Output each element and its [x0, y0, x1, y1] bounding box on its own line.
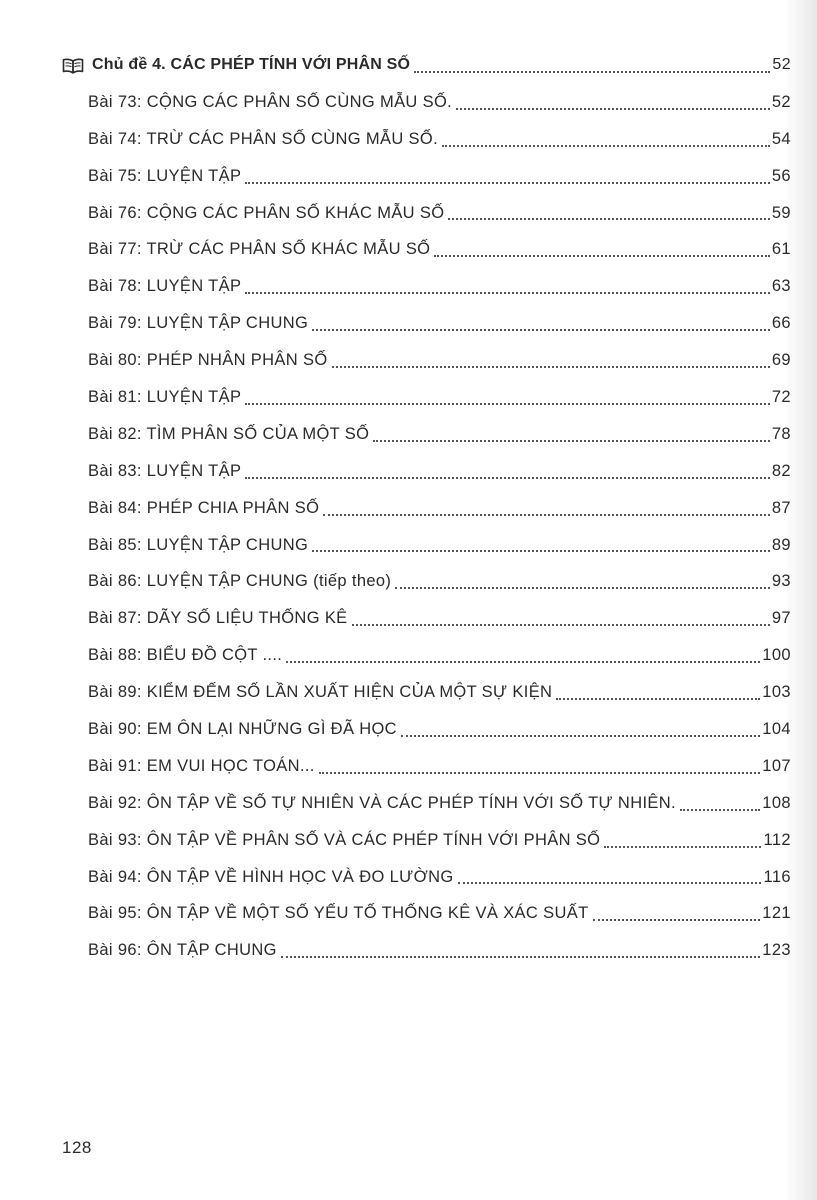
- lesson-title: Bài 86: LUYỆN TẬP CHUNG (tiếp theo): [88, 572, 392, 591]
- dot-leader: [414, 70, 770, 73]
- toc-entry[interactable]: [0, 379, 817, 416]
- dot-leader: [312, 328, 770, 331]
- toc-entry[interactable]: [0, 600, 817, 637]
- page-folio: 128: [62, 1138, 92, 1157]
- toc-entry[interactable]: [0, 342, 817, 379]
- lesson-title: Bài 76: CỘNG CÁC PHÂN SỐ KHÁC MẪU SỐ: [88, 203, 445, 222]
- page-number: 97: [771, 609, 791, 628]
- toc-entry[interactable]: [0, 711, 817, 748]
- toc-entry[interactable]: [0, 305, 817, 342]
- page-number: 93: [771, 572, 791, 591]
- lesson-title: Bài 92: ÔN TẬP VỀ SỐ TỰ NHIÊN VÀ CÁC PHÉP TÍNH VỚI SỐ TỰ NHIÊN.: [88, 793, 676, 812]
- lesson-title: Bài 96: ÔN TẬP CHUNG: [88, 941, 277, 960]
- toc-entry[interactable]: [0, 748, 817, 785]
- page-number: 108: [762, 793, 791, 812]
- dot-leader: [319, 771, 761, 774]
- page-number: 100: [762, 646, 791, 665]
- lesson-title: Bài 84: PHÉP CHIA PHÂN SỐ: [88, 498, 320, 517]
- page-number: 112: [763, 830, 791, 849]
- dot-leader: [245, 402, 770, 405]
- dot-leader: [312, 549, 770, 552]
- toc-entry[interactable]: [0, 121, 817, 158]
- toc-entry[interactable]: [0, 490, 817, 527]
- dot-leader: [281, 955, 760, 958]
- lesson-title: Bài 74: TRỪ CÁC PHÂN SỐ CÙNG MẪU SỐ.: [88, 129, 439, 148]
- dot-leader: [680, 808, 760, 811]
- dot-leader: [434, 254, 769, 257]
- toc-entry[interactable]: [0, 416, 817, 453]
- lesson-title: Bài 91: EM VUI HỌC TOÁN...: [88, 756, 315, 775]
- page-number: 66: [771, 314, 791, 333]
- dot-leader: [352, 623, 770, 626]
- lesson-title: Bài 83: LUYỆN TẬP: [88, 461, 242, 480]
- lesson-title: Bài 78: LUYỆN TẬP: [88, 277, 242, 296]
- page-number: 78: [771, 424, 791, 443]
- dot-leader: [286, 660, 760, 663]
- page-number: 121: [762, 904, 791, 923]
- toc-entry[interactable]: [0, 527, 817, 564]
- dot-leader: [245, 291, 770, 294]
- dot-leader: [332, 365, 770, 368]
- dot-leader: [401, 734, 760, 737]
- toc-entry[interactable]: [0, 785, 817, 822]
- dot-leader: [373, 439, 770, 442]
- lesson-title: Bài 94: ÔN TẬP VỀ HÌNH HỌC VÀ ĐO LƯỜNG: [88, 867, 454, 886]
- dot-leader: [458, 881, 762, 884]
- lesson-title: Bài 90: EM ÔN LẠI NHỮNG GÌ ĐÃ HỌC: [88, 719, 397, 738]
- toc-entry[interactable]: [0, 932, 817, 969]
- lesson-title: Bài 79: LUYỆN TẬP CHUNG: [88, 314, 309, 333]
- lesson-title: Bài 81: LUYỆN TẬP: [88, 387, 242, 406]
- dot-leader: [456, 107, 770, 110]
- table-of-contents: [0, 47, 817, 969]
- dot-leader: [323, 513, 770, 516]
- dot-leader: [556, 697, 760, 700]
- page-number: 89: [771, 535, 791, 554]
- lesson-title: Bài 93: ÔN TẬP VỀ PHÂN SỐ VÀ CÁC PHÉP TÍNH VỚI PHÂN SỐ: [88, 830, 601, 849]
- toc-entry[interactable]: [0, 195, 817, 232]
- page-number: 116: [763, 867, 791, 886]
- page-number: 52: [772, 56, 791, 74]
- page-number: 87: [771, 498, 791, 517]
- toc-entry[interactable]: [0, 895, 817, 932]
- page-number: 54: [771, 129, 791, 148]
- toc-entry[interactable]: [0, 822, 817, 859]
- lesson-title: Bài 95: ÔN TẬP VỀ MỘT SỐ YẾU TỐ THỐNG KÊ VÀ XÁC SUẤT: [88, 904, 589, 923]
- toc-entry[interactable]: [0, 268, 817, 305]
- page-number: 52: [771, 92, 791, 111]
- lesson-title: Bài 73: CỘNG CÁC PHÂN SỐ CÙNG MẪU SỐ.: [88, 92, 453, 111]
- toc-entry[interactable]: [0, 158, 817, 195]
- toc-entry[interactable]: [0, 231, 817, 268]
- lesson-title: Bài 87: DÃY SỐ LIỆU THỐNG KÊ: [88, 609, 348, 628]
- page-number: 72: [771, 387, 791, 406]
- lesson-title: Bài 75: LUYỆN TẬP: [88, 166, 242, 185]
- lesson-title: Bài 82: TÌM PHÂN SỐ CỦA MỘT SỐ: [88, 424, 370, 443]
- page-number: 123: [762, 941, 791, 960]
- page-number: 107: [762, 756, 791, 775]
- toc-entry[interactable]: [0, 674, 817, 711]
- lesson-title: Bài 80: PHÉP NHÂN PHÂN SỐ: [88, 351, 328, 370]
- page-number: 61: [771, 240, 791, 259]
- page-number: 56: [771, 166, 791, 185]
- dot-leader: [395, 586, 770, 589]
- chapter-title: Chủ đề 4. CÁC PHÉP TÍNH VỚI PHÂN SỐ: [92, 56, 411, 74]
- lesson-title: Bài 88: BIỂU ĐỒ CỘT ....: [88, 646, 283, 665]
- page-number: 103: [762, 683, 791, 702]
- chapter-heading-row[interactable]: [0, 47, 817, 84]
- toc-entry[interactable]: [0, 859, 817, 896]
- page-number: 104: [762, 719, 791, 738]
- toc-entry[interactable]: [0, 637, 817, 674]
- dot-leader: [593, 918, 761, 921]
- dot-leader: [448, 217, 769, 220]
- lesson-title: Bài 85: LUYỆN TẬP CHUNG: [88, 535, 309, 554]
- toc-entry[interactable]: [0, 563, 817, 600]
- dot-leader: [245, 181, 770, 184]
- dot-leader: [604, 845, 761, 848]
- lesson-title: Bài 77: TRỪ CÁC PHÂN SỐ KHÁC MẪU SỐ: [88, 240, 431, 259]
- page-number: 82: [771, 461, 791, 480]
- dot-leader: [245, 476, 770, 479]
- dot-leader: [442, 144, 770, 147]
- toc-entry[interactable]: [0, 84, 817, 121]
- page-number: 69: [771, 351, 791, 370]
- toc-entry[interactable]: [0, 453, 817, 490]
- lesson-title: Bài 89: KIỂM ĐẾM SỐ LẦN XUẤT HIỆN CỦA MỘT SỰ KIỆN: [88, 683, 553, 702]
- page-number: 63: [771, 277, 791, 296]
- page-number: 59: [771, 203, 791, 222]
- book-icon: [62, 58, 84, 74]
